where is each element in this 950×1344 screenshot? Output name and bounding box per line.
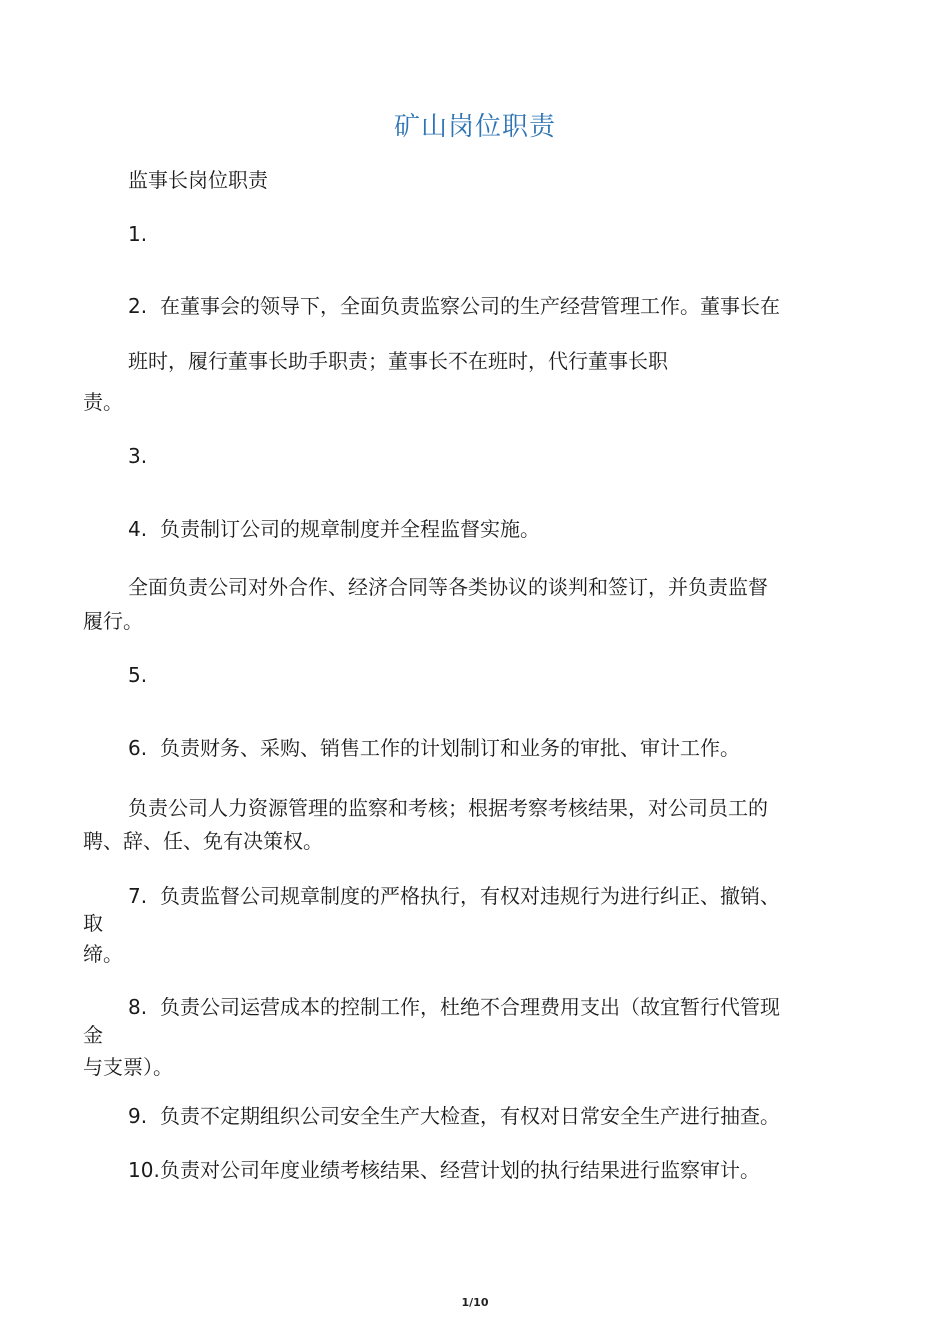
item-text: 负责监督公司规章制度的严格执行，有权对违规行为进行纠正、撤销、 [160,884,780,908]
list-item-10 [128,1157,760,1183]
list-item-1 [128,221,160,247]
item-number: 9. [128,1104,148,1128]
item-text: 负责制订公司的规章制度并全程监督实施。 [160,517,540,541]
list-item-8 [128,994,780,1020]
list-item-3 [128,443,160,469]
paragraph: 负责公司人力资源管理的监察和考核；根据考察考核结果，对公司员工的 [128,796,768,820]
list-item-5 [128,662,160,688]
item-continuation: 取 [83,911,103,935]
item-number: 7. [128,884,148,908]
list-item-4 [128,516,540,542]
page-number: 1/10 [461,1296,489,1309]
item-continuation: 班时，履行董事长助手职责；董事长不在班时，代行董事长职 [128,349,668,373]
item-text: 在董事会的领导下，全面负责监察公司的生产经营管理工作。董事长在 [160,294,780,318]
item-continuation: 责。 [83,390,123,414]
item-text: 负责公司运营成本的控制工作，杜绝不合理费用支出（故宜暂行代管现 [160,995,780,1019]
item-number: 10. [128,1158,160,1182]
list-item-7 [128,883,780,909]
list-item-2 [128,293,780,319]
item-continuation: 与支票）。 [83,1055,173,1079]
paragraph: 全面负责公司对外合作、经济合同等各类协议的谈判和签订，并负责监督 [128,575,768,599]
item-number: 8. [128,995,148,1019]
item-number: 5. [128,663,148,687]
item-continuation: 缔。 [83,942,123,966]
list-item-6 [128,735,740,761]
item-number: 4. [128,517,148,541]
list-item-9 [128,1103,780,1129]
section-heading: 监事长岗位职责 [128,168,268,192]
item-number: 3. [128,444,148,468]
item-number: 6. [128,736,148,760]
page-title: 矿山岗位职责 [393,112,556,142]
item-text: 负责对公司年度业绩考核结果、经营计划的执行结果进行监察审计。 [160,1158,760,1182]
item-number: 1. [128,222,148,246]
item-text: 负责不定期组织公司安全生产大检查，有权对日常安全生产进行抽查。 [160,1104,780,1128]
paragraph-continuation: 聘、辞、任、免有决策权。 [83,829,323,853]
paragraph-continuation: 履行。 [83,609,143,633]
item-continuation: 金 [83,1023,103,1047]
item-text: 负责财务、采购、销售工作的计划制订和业务的审批、审计工作。 [160,736,740,760]
item-number: 2. [128,294,148,318]
